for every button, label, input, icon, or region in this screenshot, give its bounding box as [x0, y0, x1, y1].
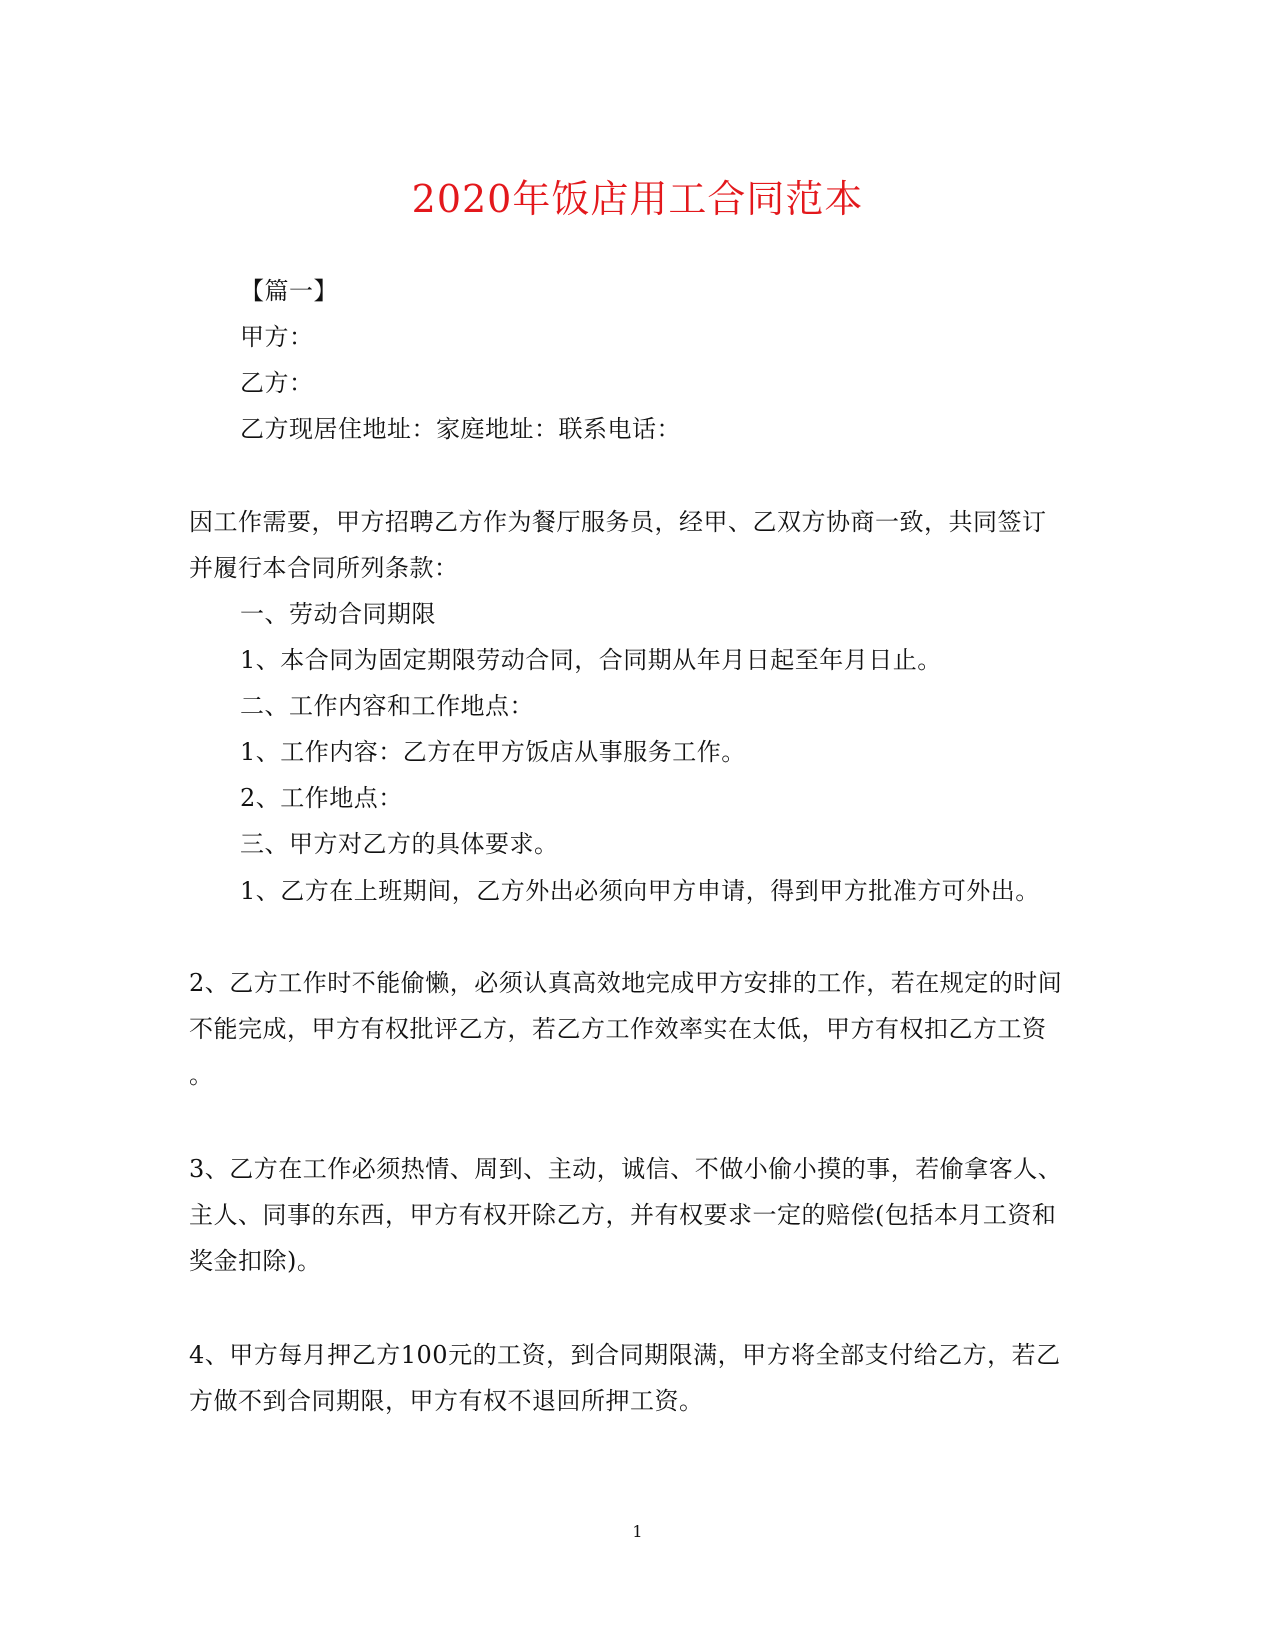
- paragraph-line: 。: [189, 1061, 214, 1089]
- clause-heading: 一、劳动合同期限: [240, 600, 436, 628]
- paragraph-line: 不能完成，甲方有权批评乙方，若乙方工作效率实在太低，甲方有权扣乙方工资: [189, 1015, 1047, 1043]
- paragraph-line: 并履行本合同所列条款：: [189, 554, 459, 582]
- party-a-field: 甲方：: [240, 323, 314, 351]
- section-heading: 【篇一】: [240, 277, 338, 305]
- party-b-field: 乙方：: [240, 369, 314, 397]
- paragraph-line: 奖金扣除)。: [189, 1247, 322, 1275]
- paragraph-line: 因工作需要，甲方招聘乙方作为餐厅服务员，经甲、乙双方协商一致，共同签订: [189, 508, 1047, 536]
- address-contact-field: 乙方现居住地址：家庭地址：联系电话：: [240, 415, 681, 443]
- clause-item: 1、乙方在上班期间，乙方外出必须向甲方申请，得到甲方批准方可外出。: [240, 877, 1040, 905]
- clause-heading: 二、工作内容和工作地点：: [240, 692, 534, 720]
- paragraph-line: 方做不到合同期限，甲方有权不退回所押工资。: [189, 1387, 704, 1415]
- clause-item: 2、工作地点：: [240, 784, 403, 812]
- clause-heading: 三、甲方对乙方的具体要求。: [240, 830, 559, 858]
- paragraph-line: 4、甲方每月押乙方100元的工资，到合同期限满，甲方将全部支付给乙方，若乙: [189, 1341, 1061, 1369]
- paragraph-line: 主人、同事的东西，甲方有权开除乙方，并有权要求一定的赔偿(包括本月工资和: [189, 1201, 1057, 1229]
- clause-item: 1、工作内容：乙方在甲方饭店从事服务工作。: [240, 738, 746, 766]
- paragraph-line: 3、乙方在工作必须热情、周到、主动，诚信、不做小偷小摸的事，若偷拿客人、: [189, 1155, 1063, 1183]
- paragraph-line: 2、乙方工作时不能偷懒，必须认真高效地完成甲方安排的工作，若在规定的时间: [189, 969, 1063, 997]
- clause-item: 1、本合同为固定期限劳动合同，合同期从年月日起至年月日止。: [240, 646, 942, 674]
- document-title: 2020年饭店用工合同范本: [411, 177, 864, 221]
- page-number: 1: [632, 1522, 643, 1541]
